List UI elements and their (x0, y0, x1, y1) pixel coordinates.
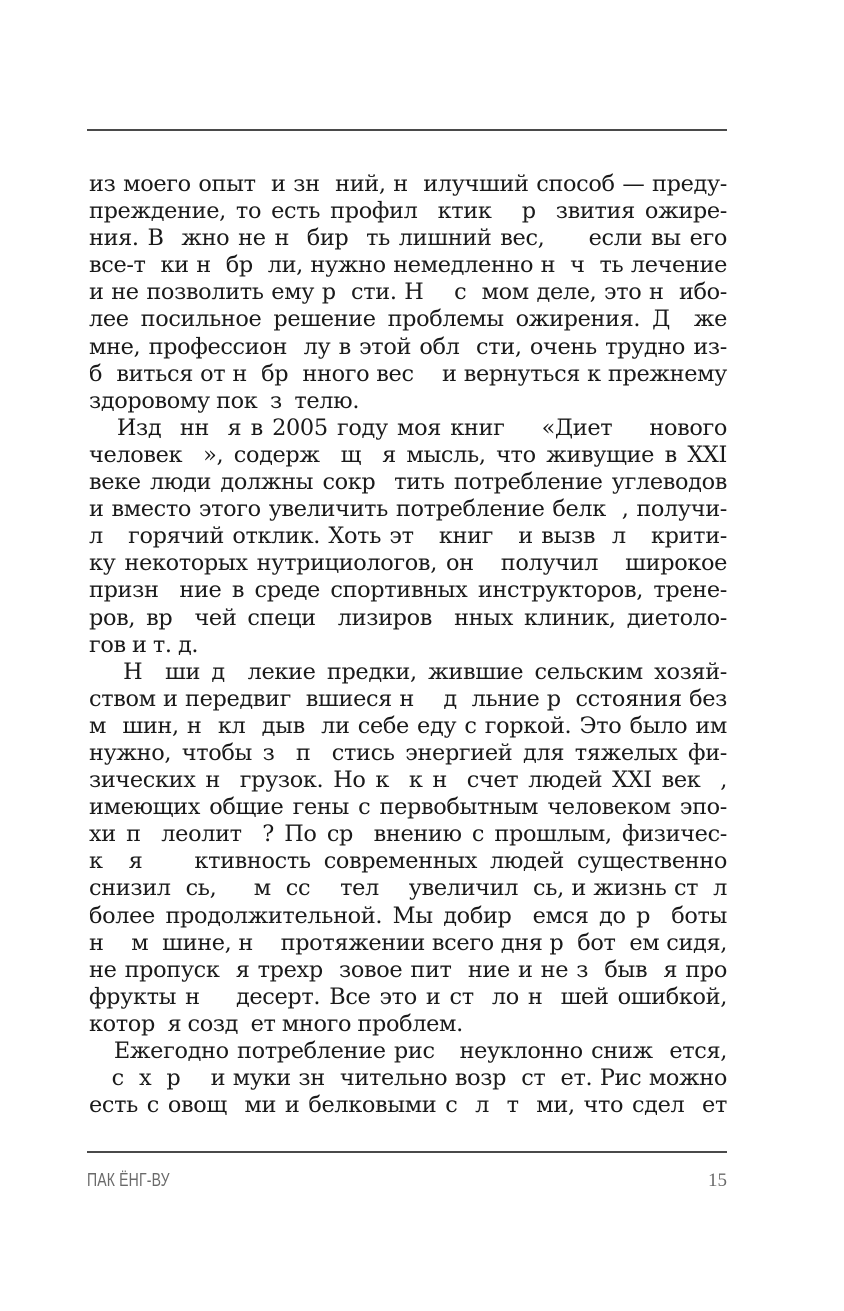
footer-rule (87, 1151, 727, 1153)
page-number: 15 (708, 1170, 727, 1191)
text-line: ством и передвиг вшиеся н д льние р сстояния без (89, 685, 727, 712)
text-line: здоровому пок з телю. (89, 387, 360, 414)
text-line: нужно, чтобы з п стись энергией для тяжелых фи- (89, 739, 727, 766)
text-line: снизил сь, м сс тел увеличил сь, и жизнь ст л (89, 875, 727, 902)
text-line: есть с овощ ми и белковыми с л т ми, что сдел ет (89, 1092, 727, 1119)
text-line: преждение, то есть профил ктик р звития ожире- (89, 198, 727, 225)
text-line: Ежегодно потребление рис неуклонно сниж ется, (89, 1038, 727, 1064)
text-line: мне, профессион лу в этой обл сти, очень трудно из- (89, 333, 727, 360)
text-line: хи п леолит ? По ср внению с прошлым, физичес- (89, 821, 727, 848)
text-line: все-т ки н бр ли, нужно немедленно н ч ть лечение (89, 252, 727, 279)
text-line: ния. В жно не н бир ть лишний вес, если вы его (89, 225, 727, 252)
text-line: имеющих общие гены с первобытным человеком эпо- (89, 794, 727, 821)
text-line: и не позволить ему р сти. Н с мом деле, это н ибо- (89, 279, 727, 306)
text-line: Н ши д лекие предки, жившие сельским хозяй- (89, 658, 727, 685)
text-line: л горячий отклик. Хоть эт книг и вызв л крити- (89, 523, 727, 550)
text-line: б виться от н бр нного вес и вернуться к прежнему (89, 360, 727, 387)
text-line: м шин, н кл дыв ли себе еду с горкой. Это было им (89, 712, 727, 739)
text-line: гов и т. д. (89, 631, 199, 658)
page-body-text (89, 171, 727, 1119)
text-line: фрукты н десерт. Все это и ст ло н шей ошибкой, (89, 983, 727, 1010)
text-line: лее посильное решение проблемы ожирения. Д же (89, 306, 727, 333)
text-line: человек », содерж щ я мысль, что живущие в XXI (89, 441, 727, 468)
text-line: из моего опыт и зн ний, н илучший способ — преду- (89, 171, 727, 197)
text-line: Изд нн я в 2005 году моя книг «Диет нового (89, 414, 727, 441)
text-line: и вместо этого увеличить потребление белк , получи- (89, 496, 727, 523)
text-line: зических н грузок. Но к к н счет людей XXI век , (89, 767, 727, 794)
text-line: котор я созд ет много проблем. (89, 1010, 463, 1037)
text-line: с х р и муки зн чительно возр ст ет. Рис можно (89, 1065, 727, 1092)
header-rule (87, 129, 727, 131)
text-line: ку некоторых нутрициологов, он получил широкое (89, 550, 727, 577)
text-line: н м шине, н протяжении всего дня р бот ем сидя, (89, 929, 727, 956)
text-line: ров, вр чей специ лизиров нных клиник, диетоло- (89, 604, 727, 631)
running-footer-author: ПАК ЁНГ-ВУ (87, 1170, 170, 1190)
text-line: к я ктивность современных людей существенно (89, 848, 727, 875)
text-line: не пропуск я трехр зовое пит ние и не з быв я про (89, 956, 727, 983)
text-line: веке люди должны сокр тить потребление углеводов (89, 469, 727, 496)
text-line: более продолжительной. Мы добир емся до р боты (89, 902, 727, 929)
text-line: призн ние в среде спортивных инструкторов, трене- (89, 577, 727, 604)
